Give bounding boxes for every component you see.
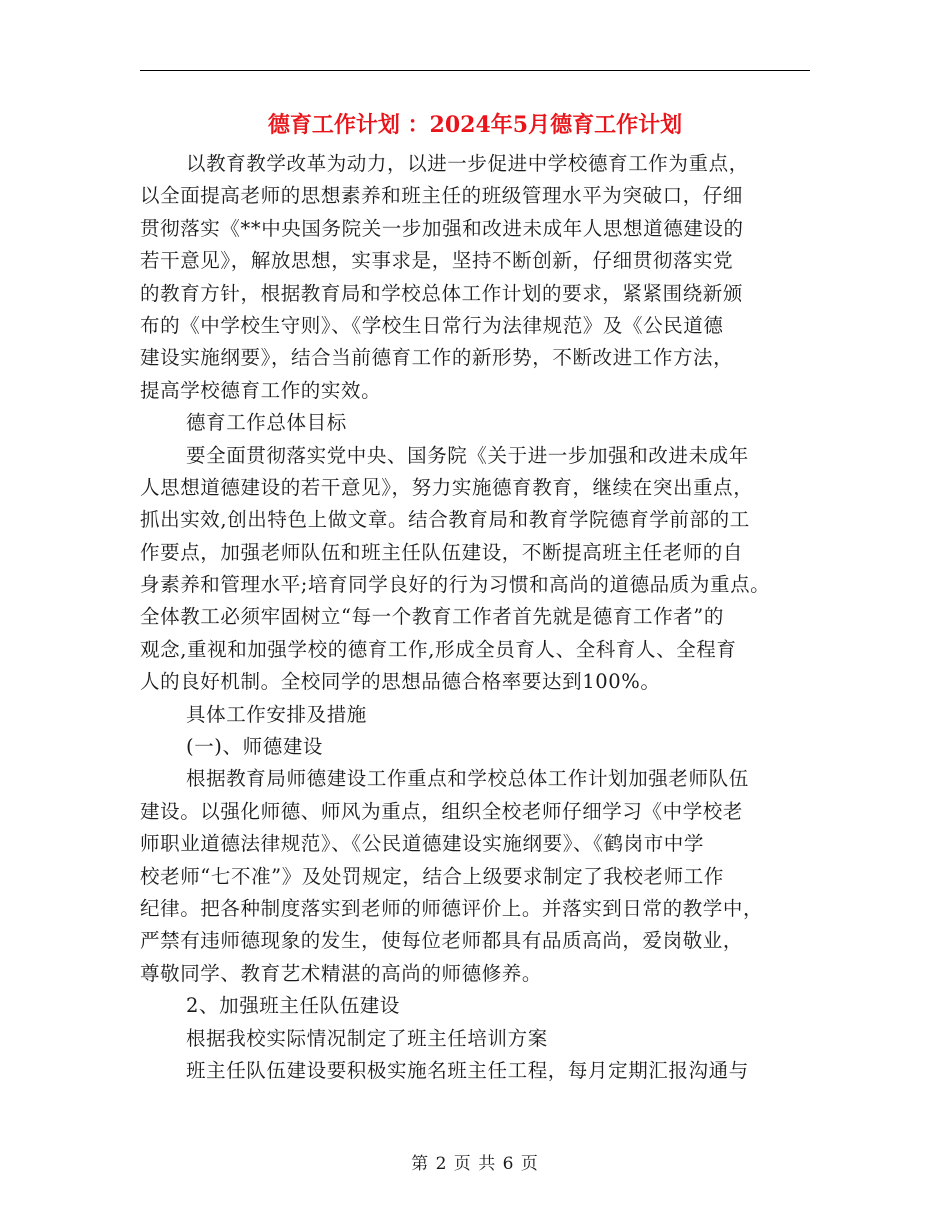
body-line: 2、加强班主任队伍建设 bbox=[186, 994, 401, 1018]
body-line: 根据教育局师德建设工作重点和学校总体工作计划加强老师队伍 bbox=[186, 767, 749, 791]
body-line: 的教育方针，根据教育局和学校总体工作计划的要求，紧紧围绕新颁 bbox=[140, 281, 744, 305]
body-line: (一)、师德建设 bbox=[186, 735, 324, 759]
document-title: 德育工作计划 ：2024年5月德育工作计划 bbox=[267, 112, 683, 138]
body-line: 布的《中学校生守则》、《学校生日常行为法律规范》及《公民道德 bbox=[140, 313, 724, 337]
body-line: 建设。以强化师德、师风为重点，组织全校老师仔细学习《中学校老 bbox=[140, 799, 744, 823]
body-line: 班主任队伍建设要积极实施名班主任工程，每月定期汇报沟通与 bbox=[186, 1058, 749, 1082]
body-line: 贯彻落实《**中央国务院关一步加强和改进未成年人思想道德建设的 bbox=[140, 216, 744, 240]
body-line: 根据我校实际情况制定了班主任培训方案 bbox=[186, 1026, 548, 1050]
body-line: 提高学校德育工作的实效。 bbox=[140, 378, 382, 402]
page-footer: 第 2 页 共 6 页 bbox=[411, 1154, 539, 1174]
body-line: 全体教工必须牢固树立“每一个教育工作者首先就是德育工作者”的 bbox=[140, 605, 724, 629]
body-line: 身素养和管理水平;培育同学良好的行为习惯和高尚的道德品质为重点。 bbox=[140, 573, 771, 597]
header-rule bbox=[140, 70, 810, 71]
body-line: 纪律。把各种制度落实到老师的师德评价上。并落实到日常的教学中， bbox=[140, 896, 764, 920]
body-line: 建设实施纲要》，结合当前德育工作的新形势，不断改进工作方法， bbox=[140, 346, 734, 370]
body-line: 师职业道德法律规范》、《公民道德建设实施纲要》、《鹤岗市中学 bbox=[140, 832, 705, 856]
body-line: 以教育教学改革为动力，以进一步促进中学校德育工作为重点， bbox=[186, 152, 749, 175]
body-line: 抓出实效,创出特色上做文章。结合教育局和教育学院德育学前部的工 bbox=[140, 508, 750, 532]
body-line: 若干意见》，解放思想，实事求是，坚持不断创新，仔细贯彻落实党 bbox=[140, 249, 734, 273]
document-body bbox=[140, 148, 830, 1087]
body-line: 要全面贯彻落实党中央、国务院《关于进一步加强和改进未成年 bbox=[186, 443, 749, 467]
body-line: 人的良好机制。全校同学的思想品德合格率要达到100%。 bbox=[140, 670, 661, 694]
body-line: 校老师“七不准”》及处罚规定，结合上级要求制定了我校老师工作 bbox=[140, 864, 724, 888]
body-line: 作要点，加强老师队伍和班主任队伍建设，不断提高班主任老师的自 bbox=[140, 540, 744, 564]
body-line: 严禁有违师德现象的发生，使每位老师都具有品质高尚，爱岗敬业， bbox=[140, 929, 744, 953]
body-line: 人思想道德建设的若干意见》，努力实施德育教育，继续在突出重点， bbox=[140, 475, 754, 499]
body-line: 尊敬同学、教育艺术精湛的高尚的师德修养。 bbox=[140, 961, 543, 985]
body-line: 以全面提高老师的思想素养和班主任的班级管理水平为突破口，仔细 bbox=[140, 184, 744, 208]
body-line: 观念,重视和加强学校的德育工作,形成全员育人、全科育人、全程育 bbox=[140, 637, 737, 661]
body-line: 德育工作总体目标 bbox=[186, 411, 347, 435]
body-line: 具体工作安排及措施 bbox=[186, 702, 367, 726]
